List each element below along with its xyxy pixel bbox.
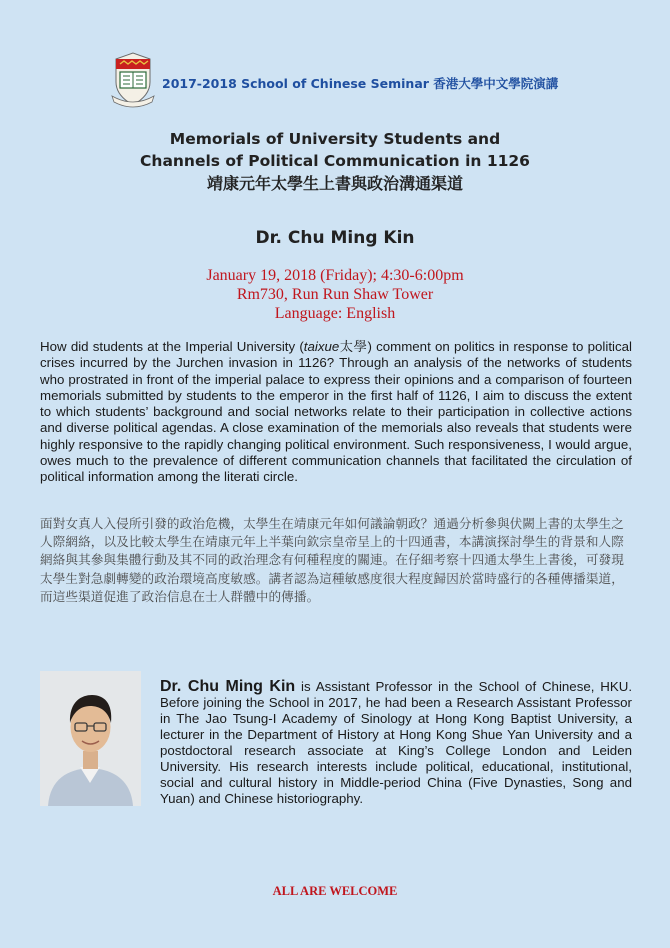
abstract-en-after-term: 太學) comment on politics in response to political crises incurred by the Jurchen invasion in 1126? Through an analysis of the networks of students who prostrated in front of the imperial palace to express their opinions and a comparison of fourteen memorials submitted by students to the emperor in the first half of 1126, I aim to discuss the extent to which students’ background and social networks relate to their participation in collective actions and diverse political agendas. A close examination of the memorials also reveals that students were highly responsive to the rapidly changing political environment. Such responsiveness, I would argue, owes much to the prevalence of different communication channels that facilitated the circulation of political information among the literati circle.	[40, 339, 632, 485]
date-time: January 19, 2018 (Friday); 4:30-6:00pm	[206, 267, 464, 284]
language: Language: English	[274, 305, 396, 322]
all-are-welcome: ALL ARE WELCOME	[272, 884, 398, 898]
seminar-label: 2017-2018 School of Chinese Seminar 香港大學中文學院演講	[162, 76, 559, 91]
hku-crest-icon	[110, 52, 156, 108]
title-en-line2: Channels of Political Communication in 1126	[140, 152, 530, 170]
speaker-portrait-image	[40, 671, 141, 806]
abstract-en-term: taixue	[303, 339, 340, 354]
abstract-en-before-term: How did students at the Imperial University (	[40, 339, 304, 354]
talk-title	[0, 128, 670, 196]
event-details	[0, 266, 670, 323]
speaker-name: Dr. Chu Ming Kin	[255, 228, 415, 248]
title-en-line1: Memorials of University Students and	[169, 130, 501, 148]
abstract-en	[40, 339, 632, 486]
speaker-bio	[160, 679, 632, 807]
abstract-zh: 面對女真人入侵所引發的政治危機，太學生在靖康元年如何議論朝政？通過分析參與伏闕上書的太學生之人際網絡，以及比較太學生在靖康元年上半葉向欽宗皇帝呈上的十四通書，本講演探討學生的背景和人際網絡與其參與集體行動及其不同的政治理念有何種程度的關連。在仔細考察十四通太學生上書後，可發現太學生對急劇轉變的政治環境高度敏感。講者認為這種敏感度很大程度歸因於當時盛行的各種傳播渠道，而這些渠道促進了政治信息在士人群體中的傳播。	[40, 516, 624, 604]
venue: Rm730, Run Run Shaw Tower	[236, 286, 434, 303]
bio-name: Dr. Chu Ming Kin	[160, 678, 296, 695]
speaker-portrait	[40, 671, 141, 806]
bio-text: is Assistant Professor in the School of Chinese, HKU. Before joining the School in 2017, he had been a Research Assistant Professor in The Jao Tsung-I Academy of Sinology at Hong Kong Baptist University, a lecturer in the Department of History at Hong Kong Shue Yan University and a postdoctoral research associate at King’s College London and Leiden University. His research interests include political, educational, institutional, social and cultural history in Middle-period China (Five Dynasties, Song and Yuan) and Chinese historiography.	[160, 679, 633, 806]
title-zh: 靖康元年太學生上書與政治溝通渠道	[206, 174, 463, 193]
seminar-header	[110, 52, 558, 108]
